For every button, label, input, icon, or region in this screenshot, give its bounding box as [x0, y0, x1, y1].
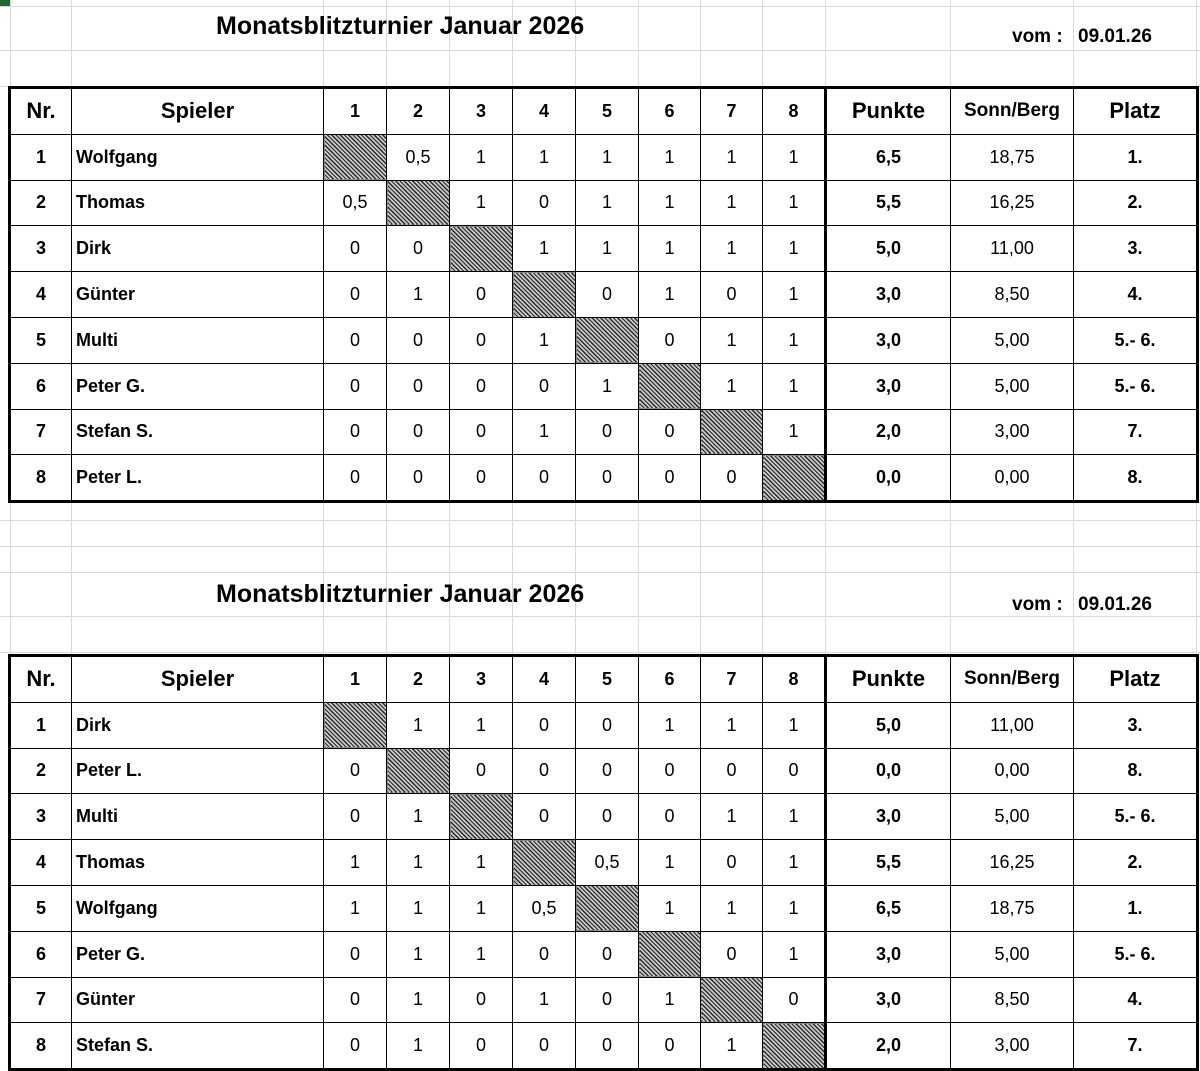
tournament-date: 09.01.26 — [1078, 26, 1152, 47]
result-cell: 1 — [701, 180, 763, 226]
rank-cell: 8. — [1074, 455, 1198, 502]
header-round: 5 — [576, 88, 639, 135]
result-cell: 0 — [324, 455, 387, 502]
result-cell: 1 — [701, 134, 763, 180]
diagonal-blocked-cell — [763, 1023, 826, 1070]
grid-row-line — [0, 572, 1200, 573]
header-round: 1 — [324, 88, 387, 135]
sonnberg-cell: 5,00 — [951, 363, 1074, 409]
row-number: 6 — [10, 931, 72, 977]
header-round: 6 — [639, 88, 701, 135]
header-punkte: Punkte — [826, 656, 951, 703]
result-cell: 1 — [701, 363, 763, 409]
result-cell: 0 — [324, 794, 387, 840]
row-number: 3 — [10, 794, 72, 840]
result-cell: 0 — [324, 931, 387, 977]
result-cell: 0 — [513, 748, 576, 794]
rank-cell: 5.- 6. — [1074, 317, 1198, 363]
result-cell: 0 — [387, 226, 450, 272]
result-cell: 0 — [576, 794, 639, 840]
result-cell: 1 — [576, 226, 639, 272]
points-cell: 5,5 — [826, 180, 951, 226]
result-cell: 1 — [701, 885, 763, 931]
result-cell: 0 — [576, 455, 639, 502]
header-platz: Platz — [1074, 88, 1198, 135]
result-cell: 0 — [701, 455, 763, 502]
result-cell: 0,5 — [576, 840, 639, 886]
crosstable — [8, 86, 1199, 503]
diagonal-blocked-cell — [576, 317, 639, 363]
sonnberg-cell: 18,75 — [951, 885, 1074, 931]
header-nr: Nr. — [10, 656, 72, 703]
result-cell: 0 — [450, 272, 513, 318]
result-cell: 1 — [387, 272, 450, 318]
rank-cell: 1. — [1074, 134, 1198, 180]
header-platz: Platz — [1074, 656, 1198, 703]
result-cell: 1 — [763, 363, 826, 409]
table-row — [10, 977, 1198, 1023]
rank-cell: 2. — [1074, 180, 1198, 226]
table-row — [10, 272, 1198, 318]
result-cell: 0 — [450, 1023, 513, 1070]
player-name: Stefan S. — [72, 1023, 324, 1070]
result-cell: 0 — [450, 317, 513, 363]
result-cell: 1 — [387, 702, 450, 748]
grid-row-line — [0, 50, 1200, 51]
rank-cell: 4. — [1074, 977, 1198, 1023]
points-cell: 2,0 — [826, 409, 951, 455]
result-cell: 0 — [576, 409, 639, 455]
result-cell: 0 — [639, 409, 701, 455]
header-row — [10, 88, 1198, 135]
result-cell: 1 — [701, 1023, 763, 1070]
points-cell: 3,0 — [826, 363, 951, 409]
result-cell: 1 — [639, 180, 701, 226]
result-cell: 1 — [576, 363, 639, 409]
points-cell: 0,0 — [826, 748, 951, 794]
result-cell: 1 — [639, 885, 701, 931]
points-cell: 5,0 — [826, 702, 951, 748]
result-cell: 0 — [324, 272, 387, 318]
tournament-title: Monatsblitzturnier Januar 2026 — [216, 12, 585, 40]
result-cell: 0 — [387, 317, 450, 363]
result-cell: 1 — [450, 885, 513, 931]
result-cell: 1 — [701, 702, 763, 748]
sonnberg-cell: 3,00 — [951, 409, 1074, 455]
player-name: Wolfgang — [72, 885, 324, 931]
table-row — [10, 455, 1198, 502]
result-cell: 1 — [639, 840, 701, 886]
player-name: Stefan S. — [72, 409, 324, 455]
result-cell: 1 — [763, 134, 826, 180]
table-row — [10, 840, 1198, 886]
row-number: 4 — [10, 272, 72, 318]
diagonal-blocked-cell — [701, 409, 763, 455]
rank-cell: 8. — [1074, 748, 1198, 794]
result-cell: 0 — [324, 317, 387, 363]
result-cell: 1 — [450, 180, 513, 226]
row-number: 5 — [10, 317, 72, 363]
result-cell: 1 — [450, 134, 513, 180]
player-name: Thomas — [72, 180, 324, 226]
result-cell: 1 — [639, 134, 701, 180]
header-round: 3 — [450, 656, 513, 703]
rank-cell: 3. — [1074, 702, 1198, 748]
result-cell: 0 — [576, 702, 639, 748]
table-row — [10, 409, 1198, 455]
row-number: 1 — [10, 134, 72, 180]
points-cell: 5,5 — [826, 840, 951, 886]
result-cell: 0 — [576, 977, 639, 1023]
table-row — [10, 317, 1198, 363]
result-cell: 0 — [324, 409, 387, 455]
header-round: 2 — [387, 88, 450, 135]
result-cell: 1 — [763, 794, 826, 840]
result-cell: 1 — [450, 931, 513, 977]
diagonal-blocked-cell — [639, 363, 701, 409]
header-sonnberg: Sonn/Berg — [951, 88, 1074, 135]
points-cell: 6,5 — [826, 885, 951, 931]
table-row — [10, 1023, 1198, 1070]
date-label: vom : — [1012, 594, 1063, 615]
result-cell: 0 — [513, 1023, 576, 1070]
player-name: Wolfgang — [72, 134, 324, 180]
result-cell: 1 — [763, 226, 826, 272]
table-row — [10, 134, 1198, 180]
result-cell: 1 — [639, 977, 701, 1023]
sonnberg-cell: 5,00 — [951, 794, 1074, 840]
result-cell: 0 — [324, 748, 387, 794]
result-cell: 0 — [450, 977, 513, 1023]
result-cell: 1 — [513, 134, 576, 180]
header-punkte: Punkte — [826, 88, 951, 135]
result-cell: 1 — [324, 840, 387, 886]
player-name: Multi — [72, 317, 324, 363]
result-cell: 1 — [639, 272, 701, 318]
sonnberg-cell: 0,00 — [951, 455, 1074, 502]
result-cell: 1 — [701, 226, 763, 272]
result-cell: 0 — [763, 977, 826, 1023]
points-cell: 3,0 — [826, 931, 951, 977]
result-cell: 0 — [576, 272, 639, 318]
result-cell: 0,5 — [513, 885, 576, 931]
result-cell: 0 — [513, 180, 576, 226]
sonnberg-cell: 16,25 — [951, 840, 1074, 886]
result-cell: 1 — [763, 409, 826, 455]
row-number: 1 — [10, 702, 72, 748]
diagonal-blocked-cell — [387, 180, 450, 226]
result-cell: 1 — [639, 226, 701, 272]
result-cell: 0 — [639, 1023, 701, 1070]
rank-cell: 4. — [1074, 272, 1198, 318]
result-cell: 1 — [763, 931, 826, 977]
row-number: 5 — [10, 885, 72, 931]
result-cell: 1 — [450, 840, 513, 886]
result-cell: 0 — [450, 748, 513, 794]
table-row — [10, 226, 1198, 272]
grid-row-line — [0, 652, 1200, 653]
result-cell: 0 — [387, 409, 450, 455]
result-cell: 0 — [639, 455, 701, 502]
rank-cell: 5.- 6. — [1074, 794, 1198, 840]
points-cell: 6,5 — [826, 134, 951, 180]
diagonal-blocked-cell — [701, 977, 763, 1023]
result-cell: 0 — [701, 748, 763, 794]
result-cell: 1 — [513, 317, 576, 363]
header-round: 6 — [639, 656, 701, 703]
points-cell: 3,0 — [826, 794, 951, 840]
result-cell: 1 — [701, 794, 763, 840]
result-cell: 1 — [576, 180, 639, 226]
sonnberg-cell: 8,50 — [951, 977, 1074, 1023]
diagonal-blocked-cell — [576, 885, 639, 931]
result-cell: 1 — [387, 885, 450, 931]
result-cell: 0 — [387, 363, 450, 409]
result-cell: 0 — [576, 748, 639, 794]
rank-cell: 2. — [1074, 840, 1198, 886]
diagonal-blocked-cell — [513, 272, 576, 318]
tournament-title: Monatsblitzturnier Januar 2026 — [216, 580, 585, 608]
header-round: 8 — [763, 656, 826, 703]
sheet-corner-marker — [0, 0, 10, 6]
row-number: 3 — [10, 226, 72, 272]
sonnberg-cell: 11,00 — [951, 702, 1074, 748]
player-name: Peter L. — [72, 455, 324, 502]
rank-cell: 1. — [1074, 885, 1198, 931]
points-cell: 2,0 — [826, 1023, 951, 1070]
row-number: 6 — [10, 363, 72, 409]
header-round: 7 — [701, 88, 763, 135]
header-nr: Nr. — [10, 88, 72, 135]
result-cell: 1 — [513, 977, 576, 1023]
rank-cell: 7. — [1074, 409, 1198, 455]
sonnberg-cell: 5,00 — [951, 317, 1074, 363]
sonnberg-cell: 16,25 — [951, 180, 1074, 226]
result-cell: 1 — [701, 317, 763, 363]
player-name: Günter — [72, 272, 324, 318]
player-name: Günter — [72, 977, 324, 1023]
row-number: 8 — [10, 1023, 72, 1070]
header-round: 5 — [576, 656, 639, 703]
row-number: 7 — [10, 409, 72, 455]
header-round: 8 — [763, 88, 826, 135]
result-cell: 0 — [450, 455, 513, 502]
row-number: 2 — [10, 748, 72, 794]
result-cell: 0 — [324, 1023, 387, 1070]
table-row — [10, 931, 1198, 977]
sonnberg-cell: 11,00 — [951, 226, 1074, 272]
row-number: 4 — [10, 840, 72, 886]
rank-cell: 7. — [1074, 1023, 1198, 1070]
result-cell: 1 — [513, 409, 576, 455]
row-number: 8 — [10, 455, 72, 502]
table-row — [10, 180, 1198, 226]
result-cell: 1 — [763, 317, 826, 363]
header-row — [10, 656, 1198, 703]
result-cell: 0,5 — [324, 180, 387, 226]
diagonal-blocked-cell — [763, 455, 826, 502]
points-cell: 3,0 — [826, 977, 951, 1023]
table-row — [10, 702, 1198, 748]
result-cell: 0 — [701, 840, 763, 886]
player-name: Dirk — [72, 226, 324, 272]
player-name: Thomas — [72, 840, 324, 886]
header-spieler: Spieler — [72, 88, 324, 135]
sonnberg-cell: 18,75 — [951, 134, 1074, 180]
header-round: 1 — [324, 656, 387, 703]
diagonal-blocked-cell — [450, 794, 513, 840]
grid-row-line — [0, 616, 1200, 617]
result-cell: 1 — [387, 977, 450, 1023]
points-cell: 3,0 — [826, 272, 951, 318]
result-cell: 1 — [763, 272, 826, 318]
diagonal-blocked-cell — [324, 702, 387, 748]
header-round: 4 — [513, 656, 576, 703]
header-round: 4 — [513, 88, 576, 135]
result-cell: 0 — [450, 363, 513, 409]
result-cell: 1 — [763, 840, 826, 886]
result-cell: 0 — [639, 317, 701, 363]
player-name: Dirk — [72, 702, 324, 748]
result-cell: 0 — [763, 748, 826, 794]
grid-row-line — [0, 6, 1200, 7]
result-cell: 1 — [639, 702, 701, 748]
player-name: Peter L. — [72, 748, 324, 794]
result-cell: 0 — [701, 272, 763, 318]
result-cell: 0,5 — [387, 134, 450, 180]
date-label: vom : — [1012, 26, 1063, 47]
header-round: 3 — [450, 88, 513, 135]
result-cell: 0 — [639, 748, 701, 794]
rank-cell: 3. — [1074, 226, 1198, 272]
result-cell: 1 — [450, 702, 513, 748]
rank-cell: 5.- 6. — [1074, 931, 1198, 977]
result-cell: 1 — [324, 885, 387, 931]
result-cell: 1 — [513, 226, 576, 272]
crosstable — [8, 654, 1199, 1071]
points-cell: 3,0 — [826, 317, 951, 363]
result-cell: 1 — [763, 702, 826, 748]
result-cell: 0 — [324, 226, 387, 272]
result-cell: 0 — [576, 931, 639, 977]
points-cell: 0,0 — [826, 455, 951, 502]
table-row — [10, 794, 1198, 840]
result-cell: 1 — [576, 134, 639, 180]
result-cell: 0 — [701, 931, 763, 977]
player-name: Peter G. — [72, 363, 324, 409]
player-name: Multi — [72, 794, 324, 840]
result-cell: 0 — [576, 1023, 639, 1070]
header-sonnberg: Sonn/Berg — [951, 656, 1074, 703]
grid-row-line — [0, 546, 1200, 547]
result-cell: 0 — [324, 977, 387, 1023]
result-cell: 1 — [387, 1023, 450, 1070]
sonnberg-cell: 8,50 — [951, 272, 1074, 318]
diagonal-blocked-cell — [324, 134, 387, 180]
result-cell: 0 — [513, 931, 576, 977]
result-cell: 1 — [387, 840, 450, 886]
sonnberg-cell: 3,00 — [951, 1023, 1074, 1070]
sonnberg-cell: 0,00 — [951, 748, 1074, 794]
diagonal-blocked-cell — [513, 840, 576, 886]
grid-row-line — [0, 520, 1200, 521]
table-row — [10, 748, 1198, 794]
result-cell: 0 — [513, 794, 576, 840]
diagonal-blocked-cell — [450, 226, 513, 272]
result-cell: 1 — [763, 885, 826, 931]
result-cell: 1 — [387, 931, 450, 977]
result-cell: 0 — [324, 363, 387, 409]
row-number: 7 — [10, 977, 72, 1023]
result-cell: 0 — [639, 794, 701, 840]
result-cell: 1 — [387, 794, 450, 840]
header-spieler: Spieler — [72, 656, 324, 703]
points-cell: 5,0 — [826, 226, 951, 272]
rank-cell: 5.- 6. — [1074, 363, 1198, 409]
header-round: 2 — [387, 656, 450, 703]
tournament-date: 09.01.26 — [1078, 594, 1152, 615]
player-name: Peter G. — [72, 931, 324, 977]
header-round: 7 — [701, 656, 763, 703]
result-cell: 0 — [450, 409, 513, 455]
result-cell: 0 — [387, 455, 450, 502]
result-cell: 1 — [763, 180, 826, 226]
result-cell: 0 — [513, 702, 576, 748]
result-cell: 0 — [513, 363, 576, 409]
row-number: 2 — [10, 180, 72, 226]
sonnberg-cell: 5,00 — [951, 931, 1074, 977]
result-cell: 0 — [513, 455, 576, 502]
table-row — [10, 363, 1198, 409]
diagonal-blocked-cell — [639, 931, 701, 977]
table-row — [10, 885, 1198, 931]
diagonal-blocked-cell — [387, 748, 450, 794]
